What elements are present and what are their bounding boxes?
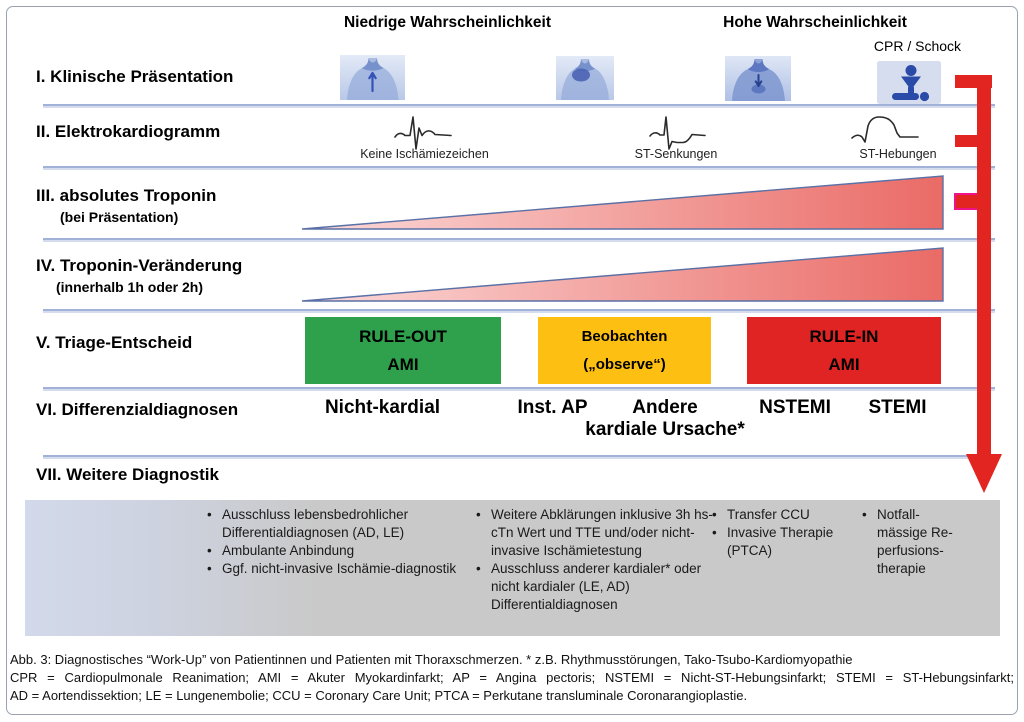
diagnosis-nstemi: NSTEMI [759, 397, 831, 418]
troponin-absolute-wedge [301, 174, 945, 231]
cpr-compression-icon [877, 61, 941, 104]
ecg-st-depression-label: ST-Senkungen [634, 147, 718, 161]
ecg-st-elevation-label: ST-Hebungen [859, 147, 937, 161]
row-separator [43, 387, 995, 389]
diagnosis-nicht-kardial: Nicht-kardial [324, 397, 441, 418]
observe-box [538, 317, 711, 384]
diagnostics-column-1 [203, 506, 465, 578]
diagnostics-column-3 [708, 506, 868, 560]
diagnosis-stemi: STEMI [868, 397, 927, 418]
figure-caption-line1: Abb. 3: Diagnostisches “Work-Up” von Patientinnen und Patienten mit Thoraxschmerzen. * z.B. Rhythmusstörungen, Tako-Tsubo-Kardiomyopathie [10, 652, 853, 667]
list-item: • Invasive Therapie (PTCA) [708, 524, 868, 560]
figure-caption-line3: AD = Aortendissektion; LE = Lungenembolie; CCU = Coronary Care Unit; PTCA = Perkutane transluminale Coronarangioplastie. [10, 688, 748, 703]
severity-arrow-shaft [977, 76, 991, 456]
diagnosis-andere-line1: Andere [632, 397, 698, 418]
list-item: • Notfall-mässige Re-perfusions-therapie [858, 506, 968, 578]
ecg-normal-label: Keine Ischämiezeichen [360, 147, 489, 161]
figure-caption-line2: CPR = Cardiopulmonale Reanimation; AMI = Akuter Myokardinfarkt; AP = Angina pectoris; NSTEMI = Nicht-ST-Hebungsinfarkt; STEMI = ST-Hebungsinfarkt; [10, 670, 1014, 685]
observe-line1: Beobachten [581, 328, 668, 346]
row5-label: V. Triage-Entscheid [36, 333, 193, 352]
list-item: • Ambulante Anbindung [203, 542, 465, 560]
observe-line2: („observe“) [583, 355, 666, 373]
row3-label: III. absolutes Troponin [36, 186, 217, 205]
list-item: • Weitere Abklärungen inklusive 3h hs-cTn Wert und TTE und/oder nicht-invasive Ischämietestung [472, 506, 717, 560]
diagnostics-column-4 [858, 506, 968, 578]
torso-cardiac-shadow-icon [556, 56, 614, 100]
row-separator [43, 166, 995, 168]
row2-label: II. Elektrokardiogramm [36, 122, 221, 141]
list-item: • Transfer CCU [708, 506, 868, 524]
torso-severe-presentation-icon [725, 56, 791, 101]
ecg-st-elevation-trace-icon [850, 109, 922, 149]
header-cpr-shock: CPR / Schock [873, 38, 962, 54]
diagnosis-andere-line2: kardiale Ursache* [585, 419, 745, 440]
diagnostics-column-2 [472, 506, 717, 614]
list-item: • Ausschluss anderer kardialer* oder nicht kardialer (LE, AD) Differentialdiagnosen [472, 560, 717, 614]
row1-label: I. Klinische Präsentation [36, 67, 234, 86]
bracket-ecg-stub [955, 135, 979, 147]
rule-in-line1: RULE-IN [809, 327, 879, 346]
header-high-probability: Hohe Wahrscheinlichkeit [723, 14, 907, 31]
row3-sublabel: (bei Präsentation) [60, 209, 179, 225]
row4-sublabel: (innerhalb 1h oder 2h) [56, 279, 204, 295]
row-separator [43, 104, 995, 106]
row-separator [43, 455, 995, 457]
rule-in-ami-box [747, 317, 941, 384]
torso-chest-pain-icon [340, 55, 405, 100]
row7-label: VII. Weitere Diagnostik [36, 465, 219, 484]
rule-in-line2: AMI [828, 355, 860, 374]
severity-arrow-head [966, 454, 1002, 493]
row-separator [43, 309, 995, 311]
list-item: • Ggf. nicht-invasive Ischämie-diagnostik [203, 560, 465, 578]
rule-out-line2: AMI [387, 355, 419, 374]
row6-label: VI. Differenzialdiagnosen [36, 400, 239, 419]
header-low-probability: Niedrige Wahrscheinlichkeit [343, 14, 551, 31]
diagnosis-inst-ap: Inst. AP [517, 397, 588, 418]
rule-out-line1: RULE-OUT [359, 327, 447, 346]
row4-label: IV. Troponin-Veränderung [36, 256, 243, 275]
list-item: • Ausschluss lebensbedrohlicher Differentialdiagnosen (AD, LE) [203, 506, 465, 542]
troponin-change-wedge [301, 246, 945, 303]
row-separator [43, 238, 995, 240]
rule-out-ami-box [305, 317, 501, 384]
